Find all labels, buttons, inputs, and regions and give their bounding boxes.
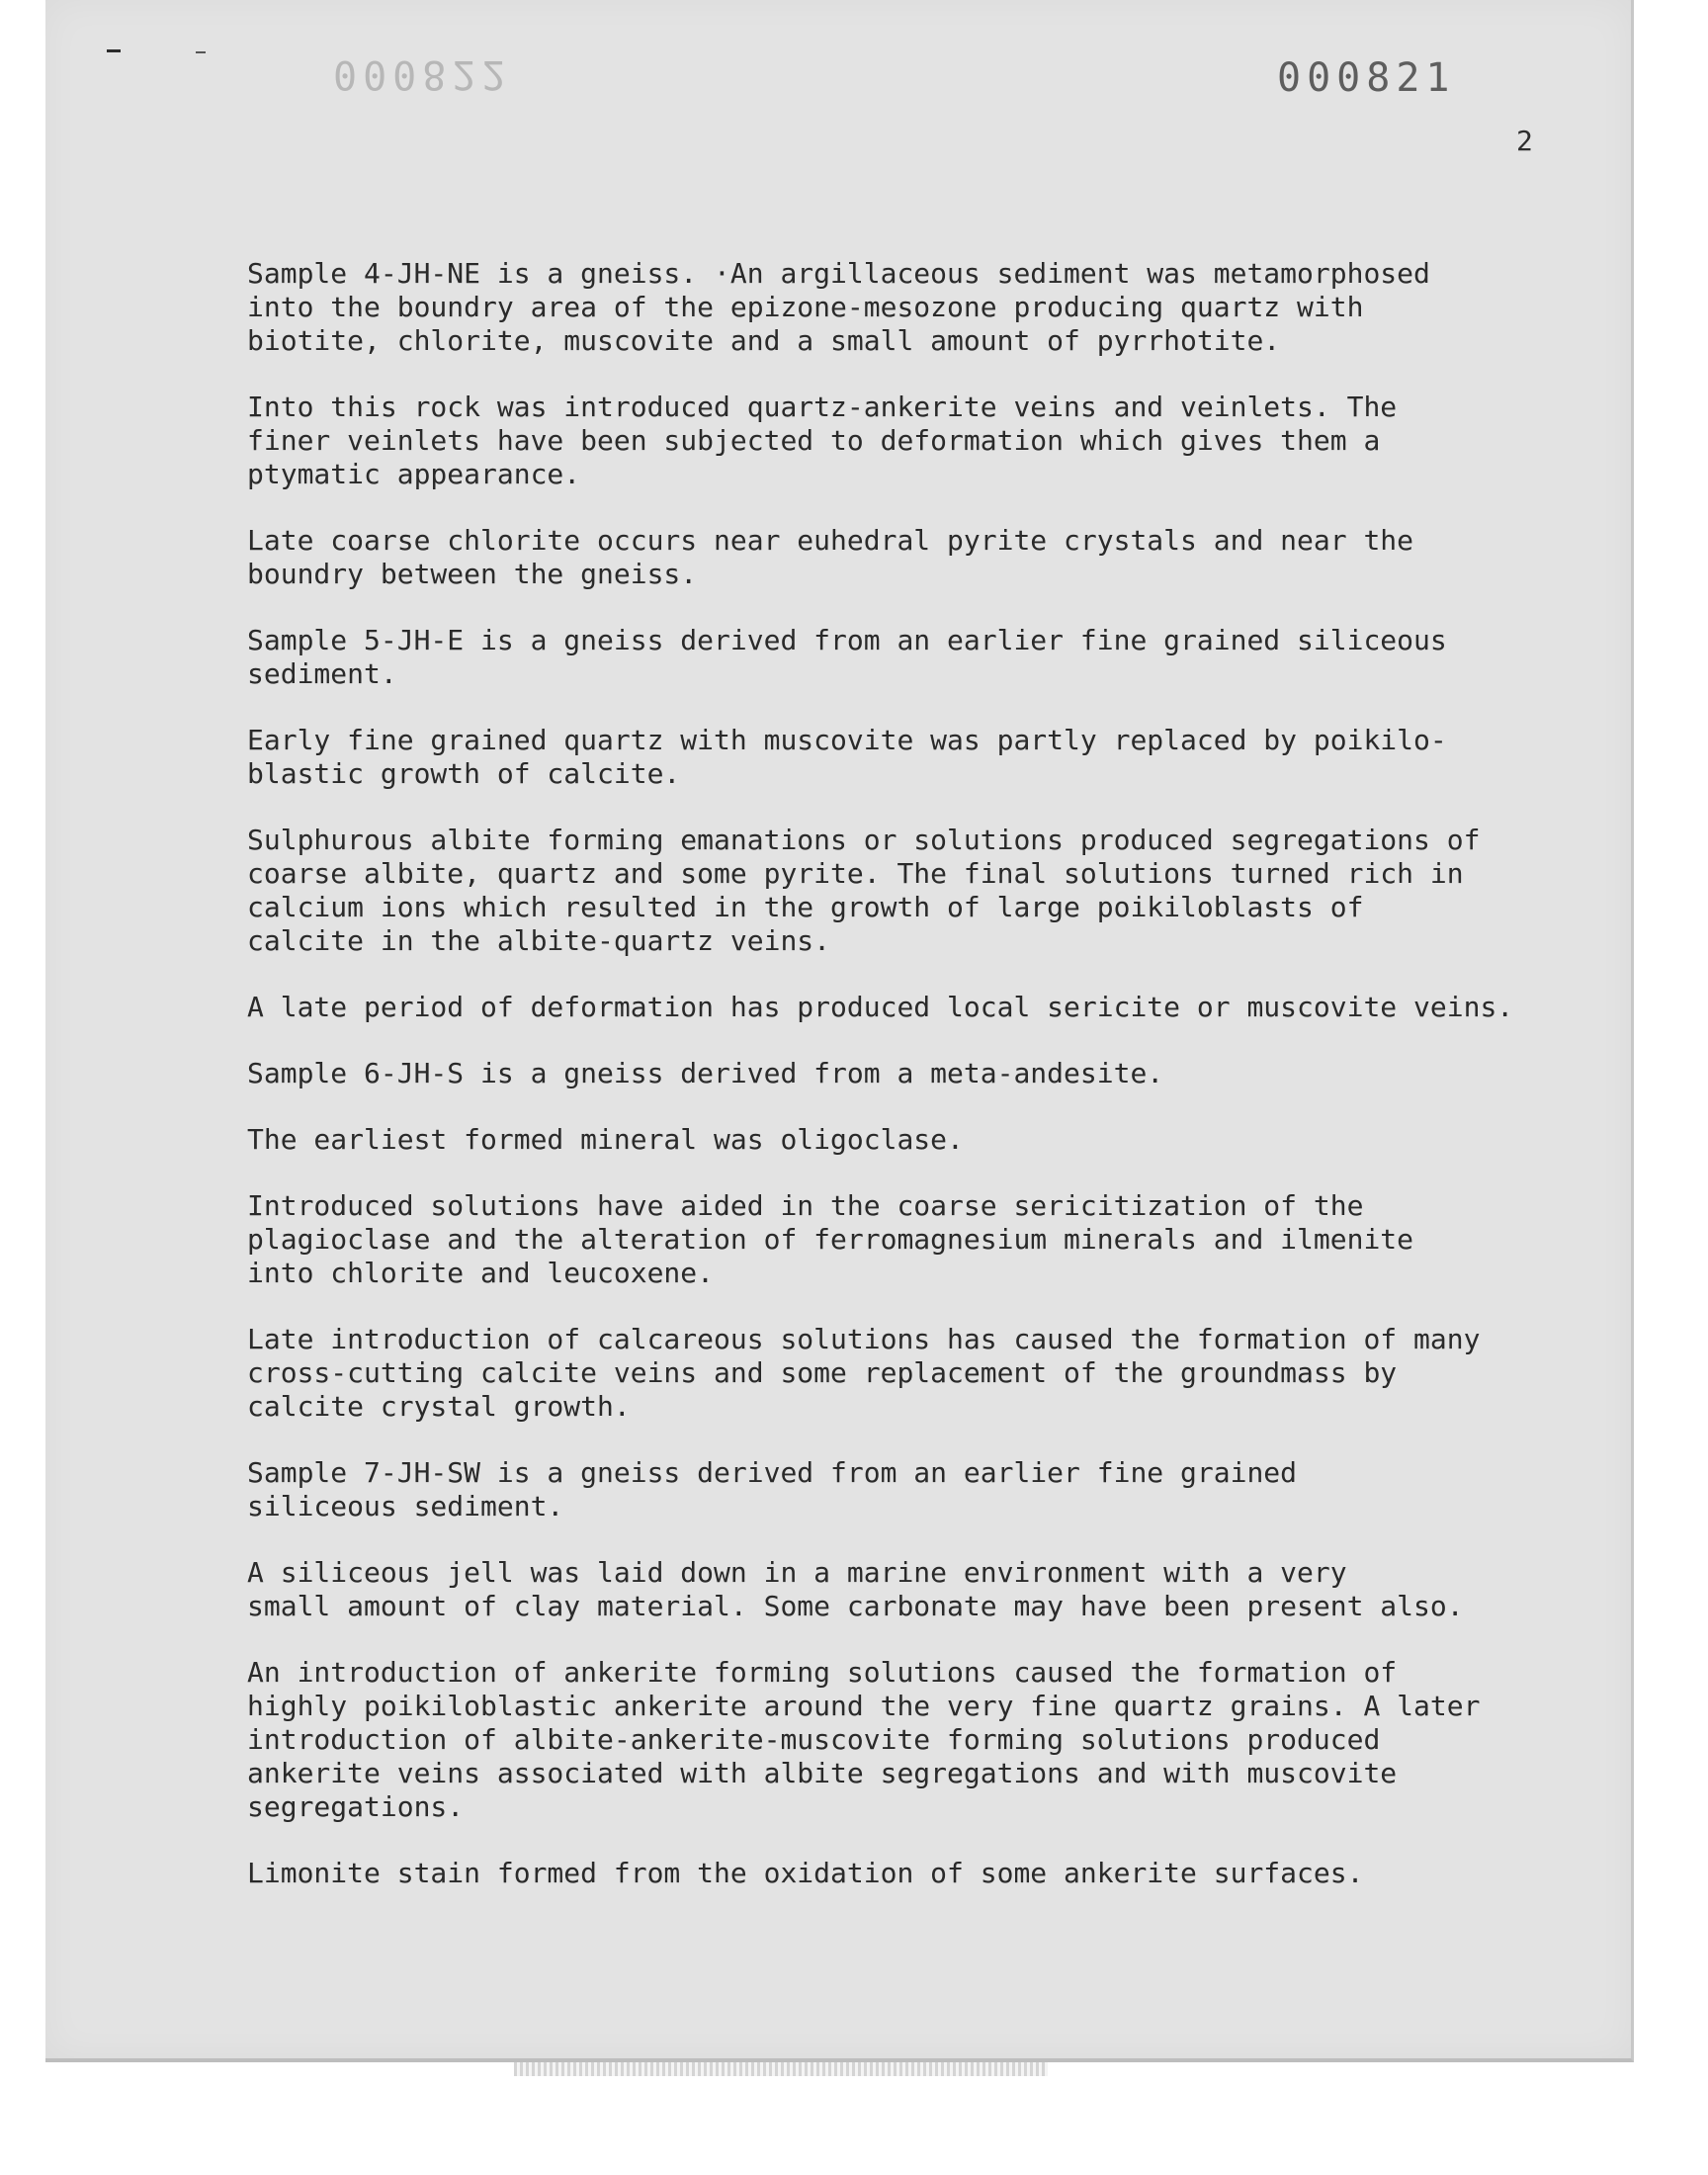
page-number: 2 <box>1516 125 1533 157</box>
paragraph: Limonite stain formed from the oxidation of some ankerite surfaces. <box>247 1857 1364 1889</box>
document-stamp-number: 000821 <box>1277 55 1456 101</box>
paragraph: Sample 6-JH-S is a gneiss derived from a meta-andesite. <box>247 1057 1164 1089</box>
paragraph: Sulphurous albite forming emanations or solutions produced segregations of coarse albite, quartz and some pyrite. The final solutions turned rich in calcium ions which resulted in the growth of large poikiloblasts of calcite in the albite-quartz veins. <box>247 824 1481 957</box>
paragraph: The earliest formed mineral was oligoclase. <box>247 1123 964 1156</box>
paragraph: Late coarse chlorite occurs near euhedral pyrite crystals and near the boundry between the gneiss. <box>247 524 1414 590</box>
scan-mark <box>107 49 121 52</box>
bleed-through-stamp: 000822 <box>333 51 512 97</box>
document-body <box>247 257 1532 1923</box>
paragraph: Sample 5-JH-E is a gneiss derived from an earlier fine grained siliceous sediment. <box>247 624 1447 690</box>
paragraph: Sample 4-JH-NE is a gneiss. ·An argillaceous sediment was metamorphosed into the boundry area of the epizone-mesozone producing quartz with biotite, chlorite, muscovite and a small amount of pyrrhotite. <box>247 257 1430 357</box>
paragraph: A siliceous jell was laid down in a marine environment with a very small amount of clay material. Some carbonate may have been present also. <box>247 1556 1464 1622</box>
scanner-edge-artifact <box>514 2062 1048 2076</box>
paragraph: A late period of deformation has produced local sericite or muscovite veins. <box>247 991 1514 1023</box>
paragraph: Early fine grained quartz with muscovite was partly replaced by poikilo- blastic growth of calcite. <box>247 724 1447 790</box>
paragraph: Into this rock was introduced quartz-ankerite veins and veinlets. The finer veinlets have been subjected to deformation which gives them a ptymatic appearance. <box>247 391 1398 490</box>
paragraph: Late introduction of calcareous solutions has caused the formation of many cross-cutting calcite veins and some replacement of the groundmass by calcite crystal growth. <box>247 1323 1481 1423</box>
paragraph: Introduced solutions have aided in the coarse sericitization of the plagioclase and the alteration of ferromagnesium minerals and ilmenite into chlorite and leucoxene. <box>247 1189 1414 1289</box>
paragraph: Sample 7-JH-SW is a gneiss derived from an earlier fine grained siliceous sediment. <box>247 1456 1298 1522</box>
scan-mark <box>196 51 206 53</box>
paragraph: An introduction of ankerite forming solutions caused the formation of highly poikiloblastic ankerite around the very fine quartz grains. A later introduction of albite-ankerite-muscovite forming solutions produced ankerite veins associated with albite segregations and with muscovite segregations. <box>247 1656 1481 1823</box>
